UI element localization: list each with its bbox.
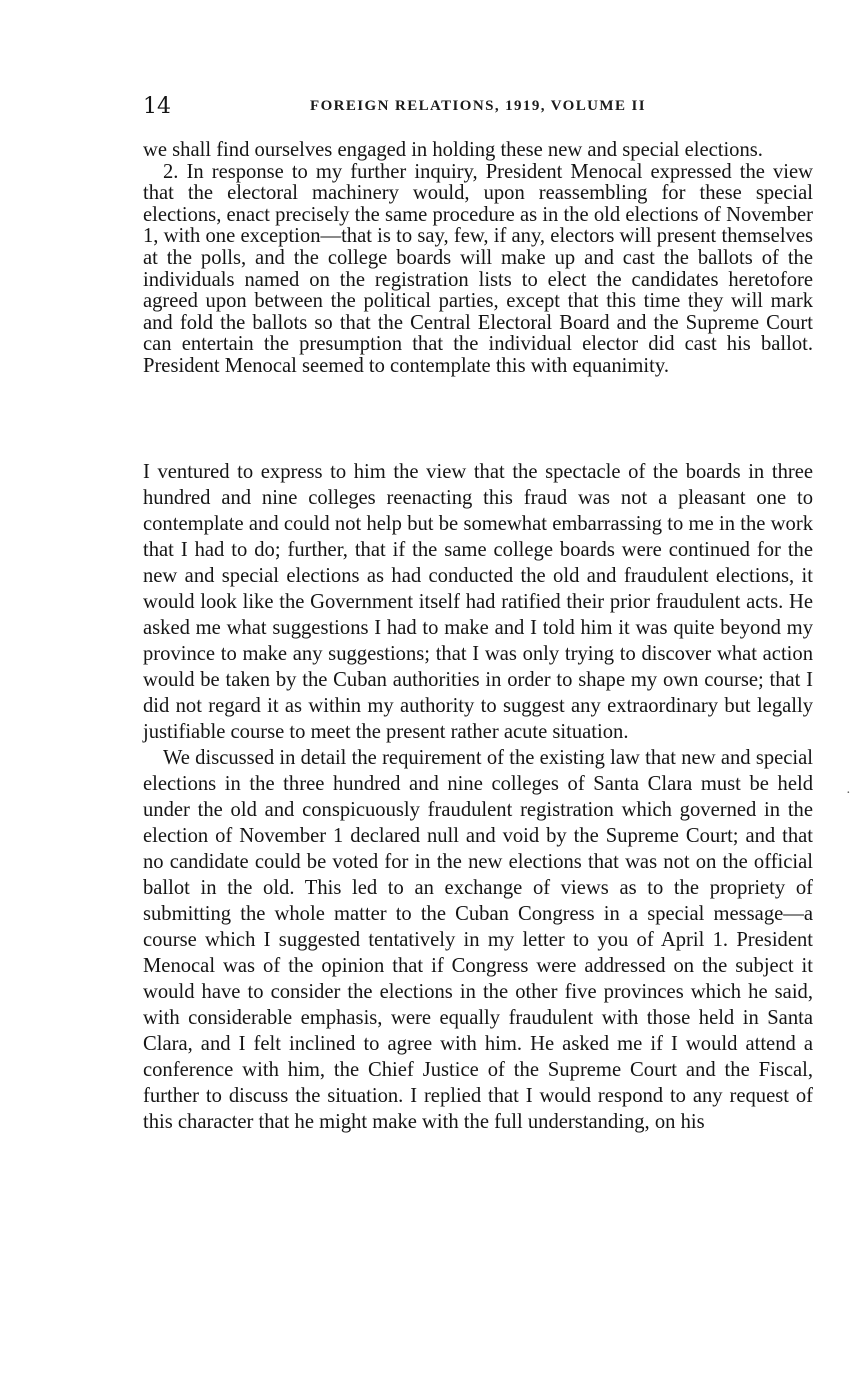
paragraph-continuation: we shall find ourselves engaged in holding these new and special elections. [143, 139, 763, 161]
text-block-upper [143, 140, 813, 378]
paragraph-numbered-2: 2. In response to my further inquiry, President Menocal expressed the view that the electoral machinery would, upon reassembling for these special elections, enact precisely the same procedure as in the old elections of November 1, with one exception—that is to say, few, if any, electors will present themselves at the polls, and the college boards will make up and cast the ballots of the individuals named on the registration lists to elect the candidates heretofore agreed upon between the political parties, except that this time they will mark and fold the ballots so that the Central Electoral Board and the Supreme Court can entertain the presumption that the individual elector did cast his ballot. President Menocal seemed to contemplate this with equanimity. [143, 160, 813, 377]
running-head: FOREIGN RELATIONS, 1919, VOLUME II [310, 98, 646, 114]
paragraph-ventured: I ventured to express to him the view that the spectacle of the boards in three hundred and nine colleges reenacting this fraud was not a pleasant one to contemplate and could not help but be somewhat embarrassing to me in the work that I had to do; further, that if the same college boards were continued for the new and special elections as had conducted the old and fraudulent elections, it would look like the Government itself had ratified their prior fraudulent acts. He asked me what suggestions I had to make and I told him it was quite beyond my province to make any suggestions; that I was only trying to discover what action would be taken by the Cuban authorities in order to shape my own course; that I did not regard it as within my authority to suggest any extraordinary but legally justifiable course to meet the present rather acute situation. [143, 461, 813, 743]
page-number: 14 [143, 94, 171, 119]
text-block-lower [143, 459, 813, 1135]
paragraph-discussed: We discussed in detail the requirement of the existing law that new and special elections in the three hundred and nine colleges of Santa Clara must be held under the old and conspicuously fraudulent registration which governed in the election of November 1 declared null and void by the Supreme Court; and that no candidate could be voted for in the new elections that was not on the official ballot in the old. This led to an exchange of views as to the propriety of submitting the whole matter to the Cuban Congress in a special message—a course which I suggested tentatively in my letter to you of April 1. President Menocal was of the opinion that if Congress were addressed on the subject it would have to consider the elections in the other five provinces which he said, with considerable emphasis, were equally fraudulent with those held in Santa Clara, and I felt inclined to agree with him. He asked me if I would attend a conference with him, the Chief Justice of the Supreme Court and the Fiscal, further to discuss the situation. I replied that I would respond to any request of this character that he might make with the full understanding, on his [143, 747, 813, 1133]
page-header [143, 94, 813, 124]
margin-dot: · [846, 786, 851, 801]
